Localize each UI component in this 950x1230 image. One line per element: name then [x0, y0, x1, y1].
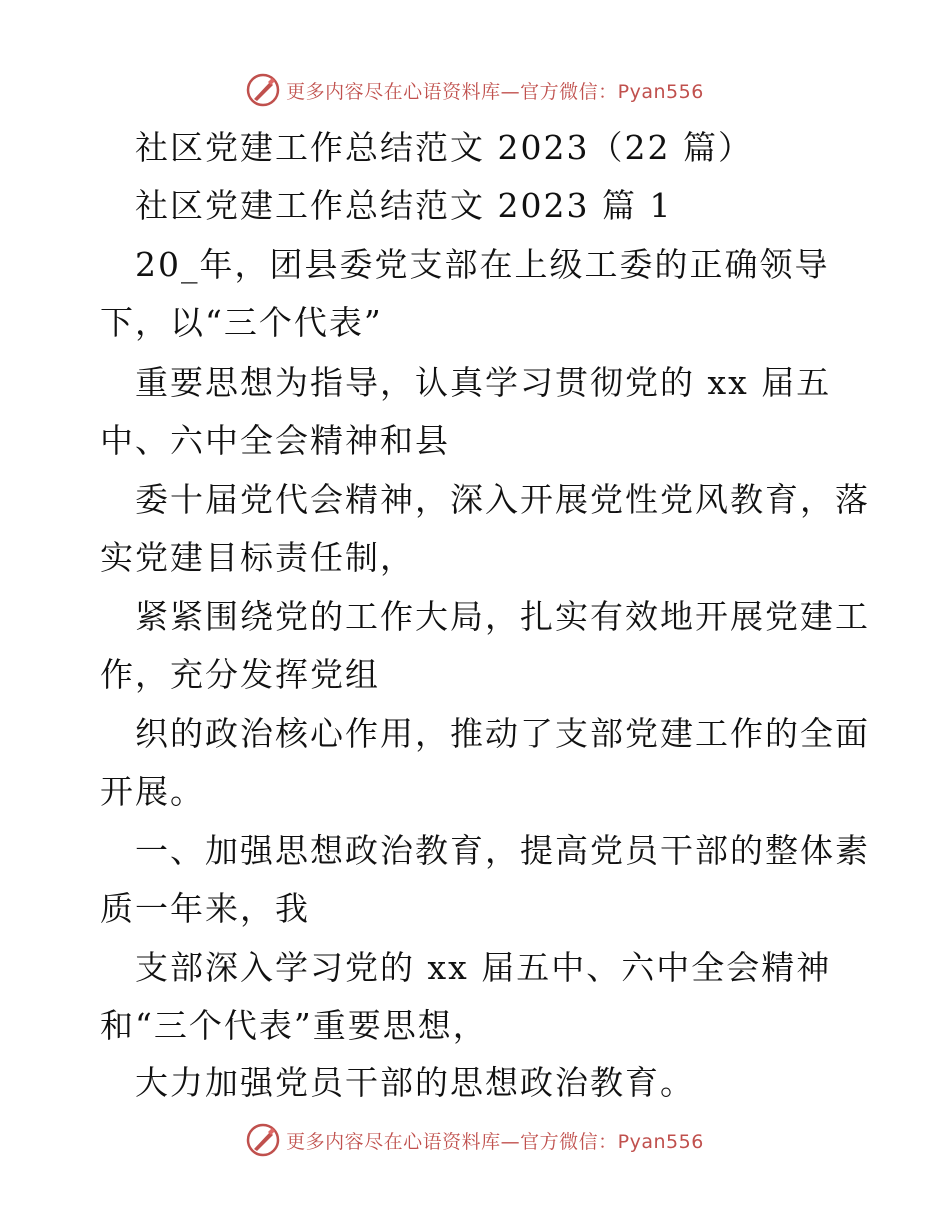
text-line: 开展。 — [100, 772, 205, 811]
quill-logo-icon — [246, 1123, 280, 1157]
footer-banner — [0, 1120, 950, 1160]
text-line: 作，充分发挥党组 — [100, 655, 380, 694]
footer-banner-text: 更多内容尽在心语资料库—官方微信：Pyan556 — [286, 1130, 704, 1153]
text-line: 中、六中全会精神和县 — [100, 421, 450, 460]
header-banner-text: 更多内容尽在心语资料库—官方微信：Pyan556 — [286, 80, 704, 103]
text-line: 紧紧围绕党的工作大局，扎实有效地开展党建工 — [135, 597, 870, 636]
text-line: 下，以“三个代表” — [100, 303, 383, 342]
text-line: 委十届党代会精神，深入开展党性党风教育，落 — [135, 480, 870, 519]
text-line: 20_年，团县委党支部在上级工委的正确领导 — [135, 245, 830, 284]
text-line: 大力加强党员干部的思想政治教育。 — [135, 1063, 695, 1102]
text-line: 和“三个代表”重要思想， — [100, 1006, 488, 1045]
text-line: 一、加强思想政治教育，提高党员干部的整体素 — [135, 831, 870, 870]
text-line: 织的政治核心作用，推动了支部党建工作的全面 — [135, 714, 870, 753]
text-line: 重要思想为指导，认真学习贯彻党的 xx 届五 — [135, 363, 832, 402]
section-heading: 社区党建工作总结范文 2023 篇 1 — [135, 186, 673, 225]
header-banner — [0, 70, 950, 110]
document-title: 社区党建工作总结范文 2023（22 篇） — [135, 128, 753, 167]
text-line: 实党建目标责任制， — [100, 538, 415, 577]
text-line: 支部深入学习党的 xx 届五中、六中全会精神 — [135, 948, 832, 987]
quill-logo-icon — [246, 73, 280, 107]
text-line: 质一年来，我 — [100, 889, 310, 928]
